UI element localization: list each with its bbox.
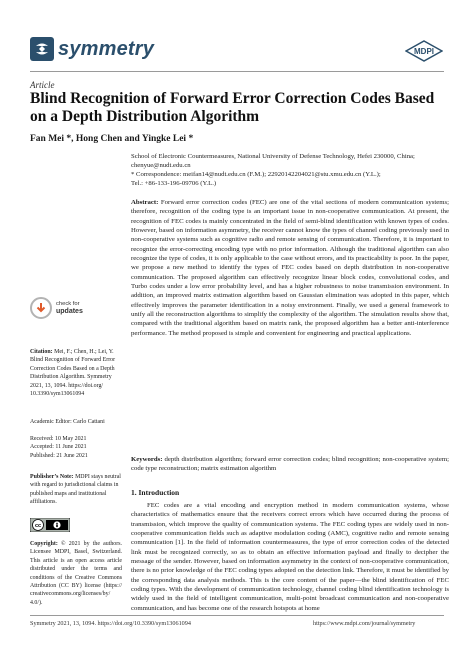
symmetry-logo-icon xyxy=(30,37,54,61)
cc-badge-text: cc xyxy=(34,523,42,530)
keywords-label: Keywords: xyxy=(131,456,163,463)
keywords-text: depth distribution algorithm; forward error correction codes; blind recognition; non-cooperative system; code type reconstruction; matrix estimation algorithm xyxy=(131,456,449,473)
mdpi-logo-icon[interactable] xyxy=(405,40,443,62)
journal-logo[interactable] xyxy=(30,37,154,61)
abstract xyxy=(131,198,449,338)
mdpi-logo-text: MDPI xyxy=(414,47,434,57)
citation-text[interactable]: Mei, F.; Chen, H.; Lei, Y. Blind Recognition of Forward Error Correction Codes Based on a Depth Distribution Algorithm. Symmetry 2021, 13, 1094. https://doi.org/ 10.3390/sym13061094 xyxy=(30,349,116,398)
correspondence-line[interactable]: * Correspondence: meifan14@nudt.edu.cn (F.M.); 22920142204021@stu.xmu.edu.cn (Y.L.); xyxy=(131,171,381,178)
copyright-notice xyxy=(30,540,122,607)
abstract-text: Forward error correction codes (FEC) are one of the vital sections of modern communication systems; therefore, recognition of the coding type is an important issue in non-cooperative communication. At present, the recognition of FEC codes is mainly concentrated in the field of semi-blind identification with known types of codes. However, based on information asymmetry, the receiver cannot know the types of channel coding previously used in non-cooperative systems such as cognitive radio and remote sensing of communication. Therefore, it is important to recognize the error-correcting encoding type with no prior information. Although the traditional algorithm can also recognize the type of codes, it is only applicable to the case without errors, and its practicability is poor. In the paper, we propose a new method to identify the types of FEC codes based on depth distribution in non-cooperative communication. The proposed algorithm can effectively recognize linear block codes, convolutional codes, and Turbo codes under a low error probability level, and has a higher robustness to noise transmission environment. In addition, an improved matrix estimation algorithm based on Gaussian elimination was adopted in this paper, which effectively improves the parameter identification in a noisy environment. Finally, we used a general framework to unify all the reconstruction algorithms to simplify the complexity of the algorithm. The simulation results show that, compared with the traditional algorithm based on matrix rank, the proposed algorithm has a better anti-interference performance. The method proposed is simple and convenient for engineering and practical applications. xyxy=(131,199,449,337)
copyright-text: © 2021 by the authors. Licensee MDPI, Basel, Switzerland. This article is an open access article distributed under the terms and conditions of the Creative Commons Attribution (CC BY) license (https:// creativecommons.org/licenses/by/ 4.0/). xyxy=(30,541,122,606)
paper-title: Blind Recognition of Forward Error Correction Codes Based on a Depth Distribution Algorithm xyxy=(30,90,435,125)
affiliations xyxy=(131,152,449,188)
telephone-line: Tel.: +86-133-196-09706 (Y.L.) xyxy=(131,180,217,187)
publisher-note xyxy=(30,473,122,507)
keywords xyxy=(131,455,449,474)
author-list: Fan Mei *, Hong Chen and Yingke Lei * xyxy=(30,134,194,144)
check-for-updates-button[interactable] xyxy=(30,297,83,319)
academic-editor: Academic Editor: Carlo Cattani xyxy=(30,419,105,425)
publication-dates xyxy=(30,435,122,460)
check-updates-icon xyxy=(30,297,52,319)
affiliation-line: School of Electronic Countermeasures, National University of Defense Technology, Hefei 230000, China; xyxy=(131,153,415,160)
publisher-note-text: MDPI stays neutral with regard to jurisdictional claims in published maps and institutional affiliations. xyxy=(30,474,121,506)
cc-by-license-icon[interactable] xyxy=(30,518,70,532)
accepted-date: Accepted: 11 June 2021 xyxy=(30,444,87,451)
footer-divider xyxy=(30,615,444,616)
header-divider xyxy=(30,71,444,72)
article-type: Article xyxy=(30,80,55,90)
copyright-label: Copyright: xyxy=(30,541,58,547)
introduction-text: FEC codes are a vital encoding and encryption method in modern communication systems, whose characteristics of mathematics ensure that the receivers correct errors which have occurred during the process of transmission, which improve the quality of communication systems. The FEC coding types are widely used in non-cooperative communication fields such as adaptive modulation coding (AMC), cognitive radio and remote sensing communication [1]. In the field of information countermeasures, the type of error correction codes of the detected link must be recognized correctly, so as to obtain an effective information payload and finally to decipher the message of the sender. However, based on information asymmetry in the context of non-cooperative communication, there is no prior knowledge of the FEC coding types adopted on the detection link. Therefore, it must be identified by the corresponding data analysis methods. This is the core content of the paper—the blind identification of FEC coding types. With the development of communication technology, channel coding blind identification technology is widely used in the field of intelligent communication, multi-point broadcast communication and non-cooperative communication, and has become one of the research hotspots at home xyxy=(131,502,449,612)
published-date: Published: 21 June 2021 xyxy=(30,452,88,459)
citation-label: Citation: xyxy=(30,349,53,355)
affiliation-line[interactable]: chenyue@nudt.edu.cn xyxy=(131,162,191,169)
footer-citation[interactable]: Symmetry 2021, 13, 1094. https://doi.org/10.3390/sym13061094 xyxy=(30,620,191,627)
footer-journal-url[interactable]: https://www.mdpi.com/journal/symmetry xyxy=(313,620,416,627)
received-date: Received: 10 May 2021 xyxy=(30,436,87,442)
publisher-note-label: Publisher’s Note: xyxy=(30,474,74,480)
check-updates-line1: check for xyxy=(56,301,80,307)
abstract-label: Abstract: xyxy=(131,199,159,206)
citation-block xyxy=(30,348,122,398)
section-heading: 1. Introduction xyxy=(131,488,180,497)
check-updates-line2: updates xyxy=(56,308,83,315)
journal-name: symmetry xyxy=(58,37,155,60)
